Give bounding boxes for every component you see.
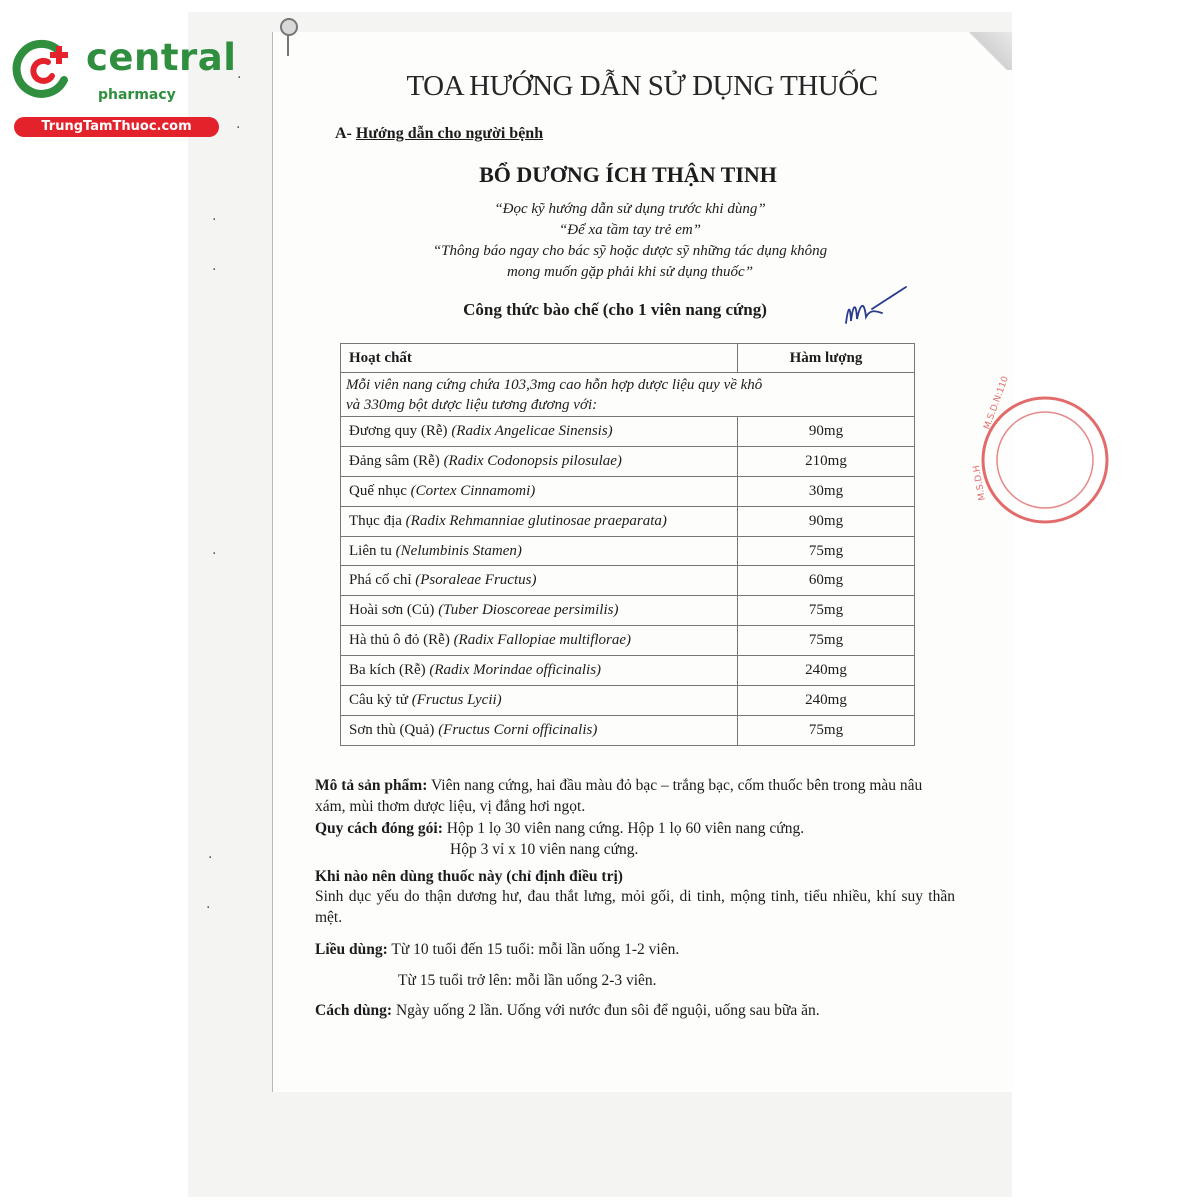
pharmacy-cross-logo-icon: [12, 38, 74, 100]
brand-subtitle: pharmacy: [98, 87, 176, 103]
ingredient-latin: (Tuber Dioscoreae persimilis): [438, 602, 619, 619]
table-row: [341, 506, 915, 536]
indication-text: Sinh dục yếu do thận dương hư, đau thắt lưng, mỏi gối, di tinh, mộng tinh, tiểu nhiều, khí suy thần mệt.: [315, 888, 955, 926]
ingredient-amount: 75mg: [738, 596, 915, 626]
ingredient-name: Thục địa: [349, 512, 402, 529]
ingredient-amount: 60mg: [738, 566, 915, 596]
ingredient-amount: 75mg: [738, 715, 915, 745]
ingredient-latin: (Radix Angelicae Sinensis): [451, 422, 613, 439]
section-label: Hướng dẫn cho người bệnh: [355, 125, 544, 142]
table-row: [341, 566, 915, 596]
ingredient-amount: 30mg: [738, 476, 915, 506]
ingredient-name: Đảng sâm (Rễ): [349, 452, 440, 469]
ingredient-name-cell: [341, 446, 738, 476]
dosage-label: Liều dùng:: [315, 941, 388, 958]
handwritten-signature: [842, 283, 912, 328]
scan-speck: ·: [236, 120, 241, 136]
ingredient-name-cell: [341, 476, 738, 506]
table-row: [341, 656, 915, 686]
ingredient-table: [340, 343, 915, 746]
dosage-text: Từ 10 tuổi đến 15 tuổi: mỗi lần uống 1-2 viên.: [391, 941, 680, 958]
header-amount: Hàm lượng: [738, 344, 915, 373]
ingredient-latin: (Psoraleae Fructus): [415, 572, 537, 589]
ingredient-latin: (Radix Fallopiae multiflorae): [453, 632, 632, 649]
table-row: [341, 626, 915, 656]
packaging-text-2: Hộp 3 vỉ x 10 viên nang cứng.: [450, 841, 639, 858]
packaging-text: Hộp 1 lọ 30 viên nang cứng. Hộp 1 lọ 60 viên nang cứng.: [446, 820, 805, 837]
warning-line: “Để xa tầm tay trẻ em”: [558, 222, 702, 238]
ingredient-name: Phá cố chỉ: [349, 572, 412, 589]
warning-notes: [380, 199, 880, 283]
svg-text:M.S.D.N:110: M.S.D.N:110: [982, 375, 1011, 432]
table-row: [341, 417, 915, 447]
ingredient-name: Quế nhục: [349, 482, 407, 499]
dosage-text-2: Từ 15 tuổi trở lên: mỗi lần uống 2-3 viên.: [398, 972, 657, 989]
note-line: và 330mg bột dược liệu tương đương với:: [346, 396, 598, 413]
ingredient-latin: (Nelumbinis Stamen): [395, 542, 522, 559]
packaging-info: [315, 818, 955, 839]
dosage-info: [315, 939, 955, 960]
ingredient-name-cell: [341, 626, 738, 656]
indication-heading: Khi nào nên dùng thuốc này (chỉ định điều trị): [315, 868, 623, 885]
ingredient-latin: (Radix Codonopsis pilosulae): [443, 452, 622, 469]
table-row: [341, 536, 915, 566]
brand-name: central: [86, 36, 237, 79]
table-row: [341, 446, 915, 476]
ingredient-name-cell: [341, 656, 738, 686]
table-row: [341, 686, 915, 716]
table-note: [341, 373, 915, 417]
svg-text:M.S.D.H: M.S.D.H: [971, 464, 988, 502]
push-pin-icon: [280, 18, 298, 36]
header-active-ingredient: Hoạt chất: [341, 344, 738, 373]
ingredient-name: Đương quy (Rễ): [349, 422, 448, 439]
usage-info: [315, 1000, 955, 1021]
ingredient-amount: 75mg: [738, 626, 915, 656]
scan-speck: ·: [212, 212, 217, 228]
note-line: Mỗi viên nang cứng chứa 103,3mg cao hỗn hợp dược liệu quy về khô: [346, 376, 763, 393]
website-link[interactable]: TrungTamThuoc.com: [14, 117, 219, 137]
ingredient-name: Hà thủ ô đỏ (Rễ): [349, 632, 450, 649]
ingredient-name-cell: [341, 536, 738, 566]
red-seal-stamp: [971, 375, 1015, 530]
ingredient-name-cell: [341, 566, 738, 596]
warning-line: mong muốn gặp phải khi sử dụng thuốc”: [506, 264, 754, 280]
ingredient-latin: (Radix Morindae officinalis): [429, 662, 602, 679]
table-row: [341, 476, 915, 506]
product-name: BỔ DƯƠNG ÍCH THẬN TINH: [479, 162, 777, 187]
ingredient-latin: (Fructus Corni officinalis): [438, 721, 598, 738]
table-header-row: [341, 344, 915, 373]
warning-line: “Đọc kỹ hướng dẫn sử dụng trước khi dùng”: [494, 201, 766, 217]
ingredient-name-cell: [341, 686, 738, 716]
section-prefix: A-: [335, 125, 352, 142]
warning-line: “Thông báo ngay cho bác sỹ hoặc dược sỹ những tác dụng không: [432, 243, 828, 259]
ingredient-amount: 240mg: [738, 656, 915, 686]
scan-speck: ·: [206, 900, 211, 916]
page-fold-corner: [962, 32, 1012, 70]
ingredient-name-cell: [341, 506, 738, 536]
ingredient-name: Câu kỷ tử: [349, 691, 408, 708]
table-row: [341, 715, 915, 745]
scan-speck: ·: [212, 546, 217, 562]
usage-label: Cách dùng:: [315, 1002, 393, 1019]
ingredient-name-cell: [341, 417, 738, 447]
ingredient-name-cell: [341, 715, 738, 745]
table-row: [341, 596, 915, 626]
ingredient-name-cell: [341, 596, 738, 626]
table-note-row: [341, 373, 915, 417]
central-pharmacy-logo[interactable]: [10, 36, 237, 138]
ingredient-amount: 90mg: [738, 417, 915, 447]
ingredient-amount: 90mg: [738, 506, 915, 536]
scan-speck: ·: [237, 70, 242, 86]
scan-speck: ·: [212, 262, 217, 278]
ingredient-name: Hoài sơn (Củ): [349, 602, 435, 619]
ingredient-latin: (Cortex Cinnamomi): [410, 482, 536, 499]
product-description: [315, 775, 955, 817]
description-text: Viên nang cứng, hai đầu màu đỏ bạc – trắng bạc, cốm thuốc bên trong màu nâu xám, mùi thơm dược liệu, vị đắng hơi ngọt.: [315, 777, 923, 815]
document-title: TOA HƯỚNG DẪN SỬ DỤNG THUỐC: [406, 70, 878, 102]
section-heading: [335, 125, 543, 143]
ingredient-name: Sơn thù (Quả): [349, 721, 435, 738]
usage-text: Ngày uống 2 lần. Uống với nước đun sôi để nguội, uống sau bữa ăn.: [395, 1002, 820, 1019]
description-label: Mô tả sản phẩm:: [315, 777, 428, 794]
packaging-label: Quy cách đóng gói:: [315, 820, 443, 837]
ingredient-amount: 75mg: [738, 536, 915, 566]
ingredient-latin: (Fructus Lycii): [411, 691, 502, 708]
scan-speck: ·: [208, 850, 213, 866]
ingredient-name: Liên tu: [349, 542, 392, 559]
ingredient-latin: (Radix Rehmanniae glutinosae praeparata): [405, 512, 667, 529]
ingredient-name: Ba kích (Rễ): [349, 662, 426, 679]
formula-title: Công thức bào chế (cho 1 viên nang cứng): [463, 300, 767, 319]
ingredient-amount: 210mg: [738, 446, 915, 476]
ingredient-amount: 240mg: [738, 686, 915, 716]
